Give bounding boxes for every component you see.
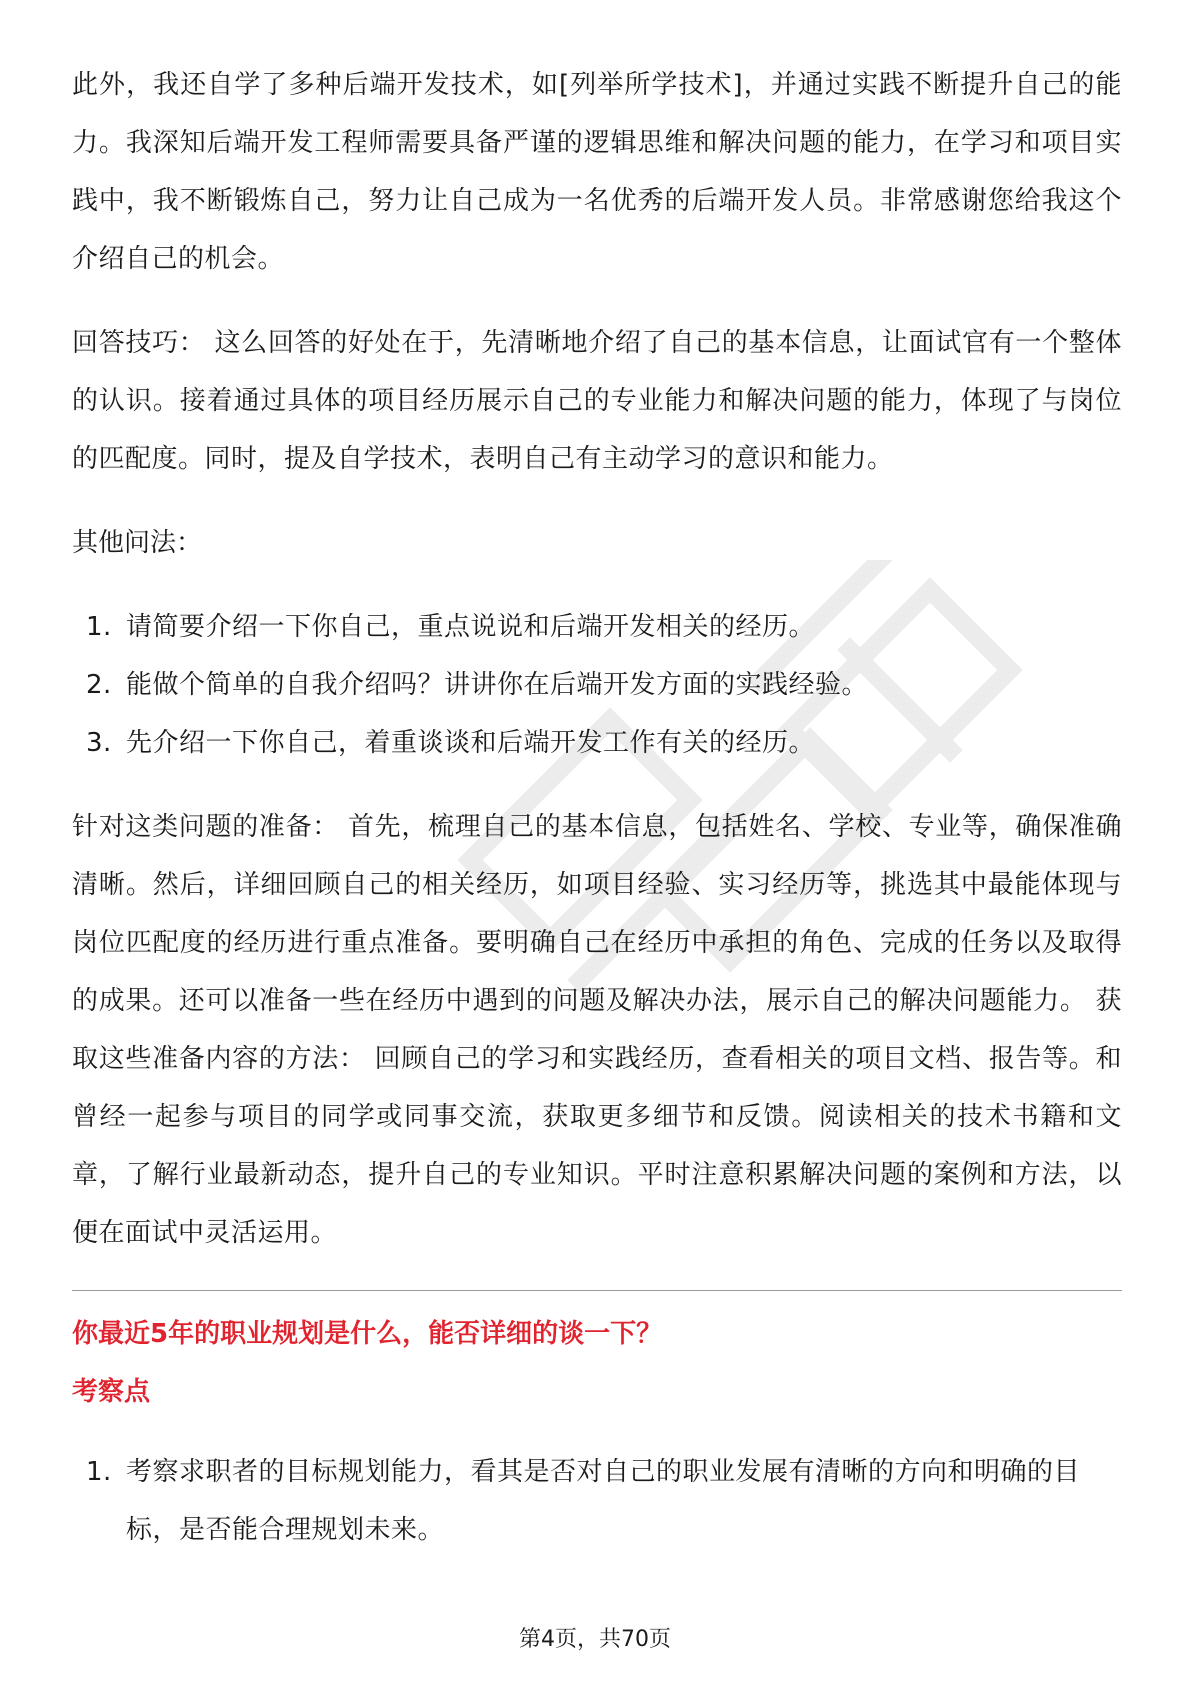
other-questions-list xyxy=(72,598,1122,772)
paragraph-answer-tips: 回答技巧： 这么回答的好处在于，先清晰地介绍了自己的基本信息，让面试官有一个整体的认识。接着通过具体的项目经历展示自己的专业能力和解决问题的能力，体现了与岗位的匹配度。同时，提及自学技术，表明自己有主动学习的意识和能力。 xyxy=(72,328,1122,474)
list-number: 3. xyxy=(86,728,112,758)
paragraph-self-study: 此外，我还自学了多种后端开发技术，如[列举所学技术]，并通过实践不断提升自己的能力。我深知后端开发工程师需要具备严谨的逻辑思维和解决问题的能力，在学习和项目实践中，我不断锻炼自己，努力让自己成为一名优秀的后端开发人员。非常感谢您给我这个介绍自己的机会。 xyxy=(72,70,1122,274)
list-item xyxy=(72,598,1122,656)
question-title: 你最近5年的职业规划是什么，能否详细的谈一下？ xyxy=(72,1319,663,1349)
list-item xyxy=(72,656,1122,714)
list-item xyxy=(72,714,1122,772)
list-number: 2. xyxy=(86,670,112,700)
main-content xyxy=(72,56,1122,1585)
assessment-points-list xyxy=(72,1443,1122,1559)
question-subheading: 考察点 xyxy=(72,1377,151,1407)
paragraph-preparation: 针对这类问题的准备： 首先，梳理自己的基本信息，包括姓名、学校、专业等，确保准确清晰。然后，详细回顾自己的相关经历，如项目经验、实习经历等，挑选其中最能体现与岗位匹配度的经历进行重点准备。要明确自己在经历中承担的角色、完成的任务以及取得的成果。还可以准备一些在经历中遇到的问题及解决办法，展示自己的解决问题能力。 获取这些准备内容的方法： 回顾自己的学习和实践经历，查看相关的项目文档、报告等。和曾经一起参与项目的同学或同事交流，获取更多细节和反馈。阅读相关的技术书籍和文章，了解行业最新动态，提升自己的专业知识。平时注意积累解决问题的案例和方法，以便在面试中灵活运用。 xyxy=(72,812,1122,1248)
list-item-text: 考察求职者的目标规划能力，看其是否对自己的职业发展有清晰的方向和明确的目标，是否能合理规划未来。 xyxy=(126,1457,1081,1545)
section-divider xyxy=(72,1290,1122,1291)
list-item-text: 先介绍一下你自己，着重谈谈和后端开发工作有关的经历。 xyxy=(126,728,816,758)
list-item-text: 能做个简单的自我介绍吗？讲讲你在后端开发方面的实践经验。 xyxy=(126,670,869,700)
list-item-text: 请简要介绍一下你自己，重点说说和后端开发相关的经历。 xyxy=(126,612,816,642)
list-number: 1. xyxy=(86,1457,112,1487)
list-number: 1. xyxy=(86,612,112,642)
list-item xyxy=(72,1443,1122,1559)
page-footer: 第4页，共70页 xyxy=(519,1627,671,1652)
other-questions-heading: 其他问法： xyxy=(72,528,203,558)
